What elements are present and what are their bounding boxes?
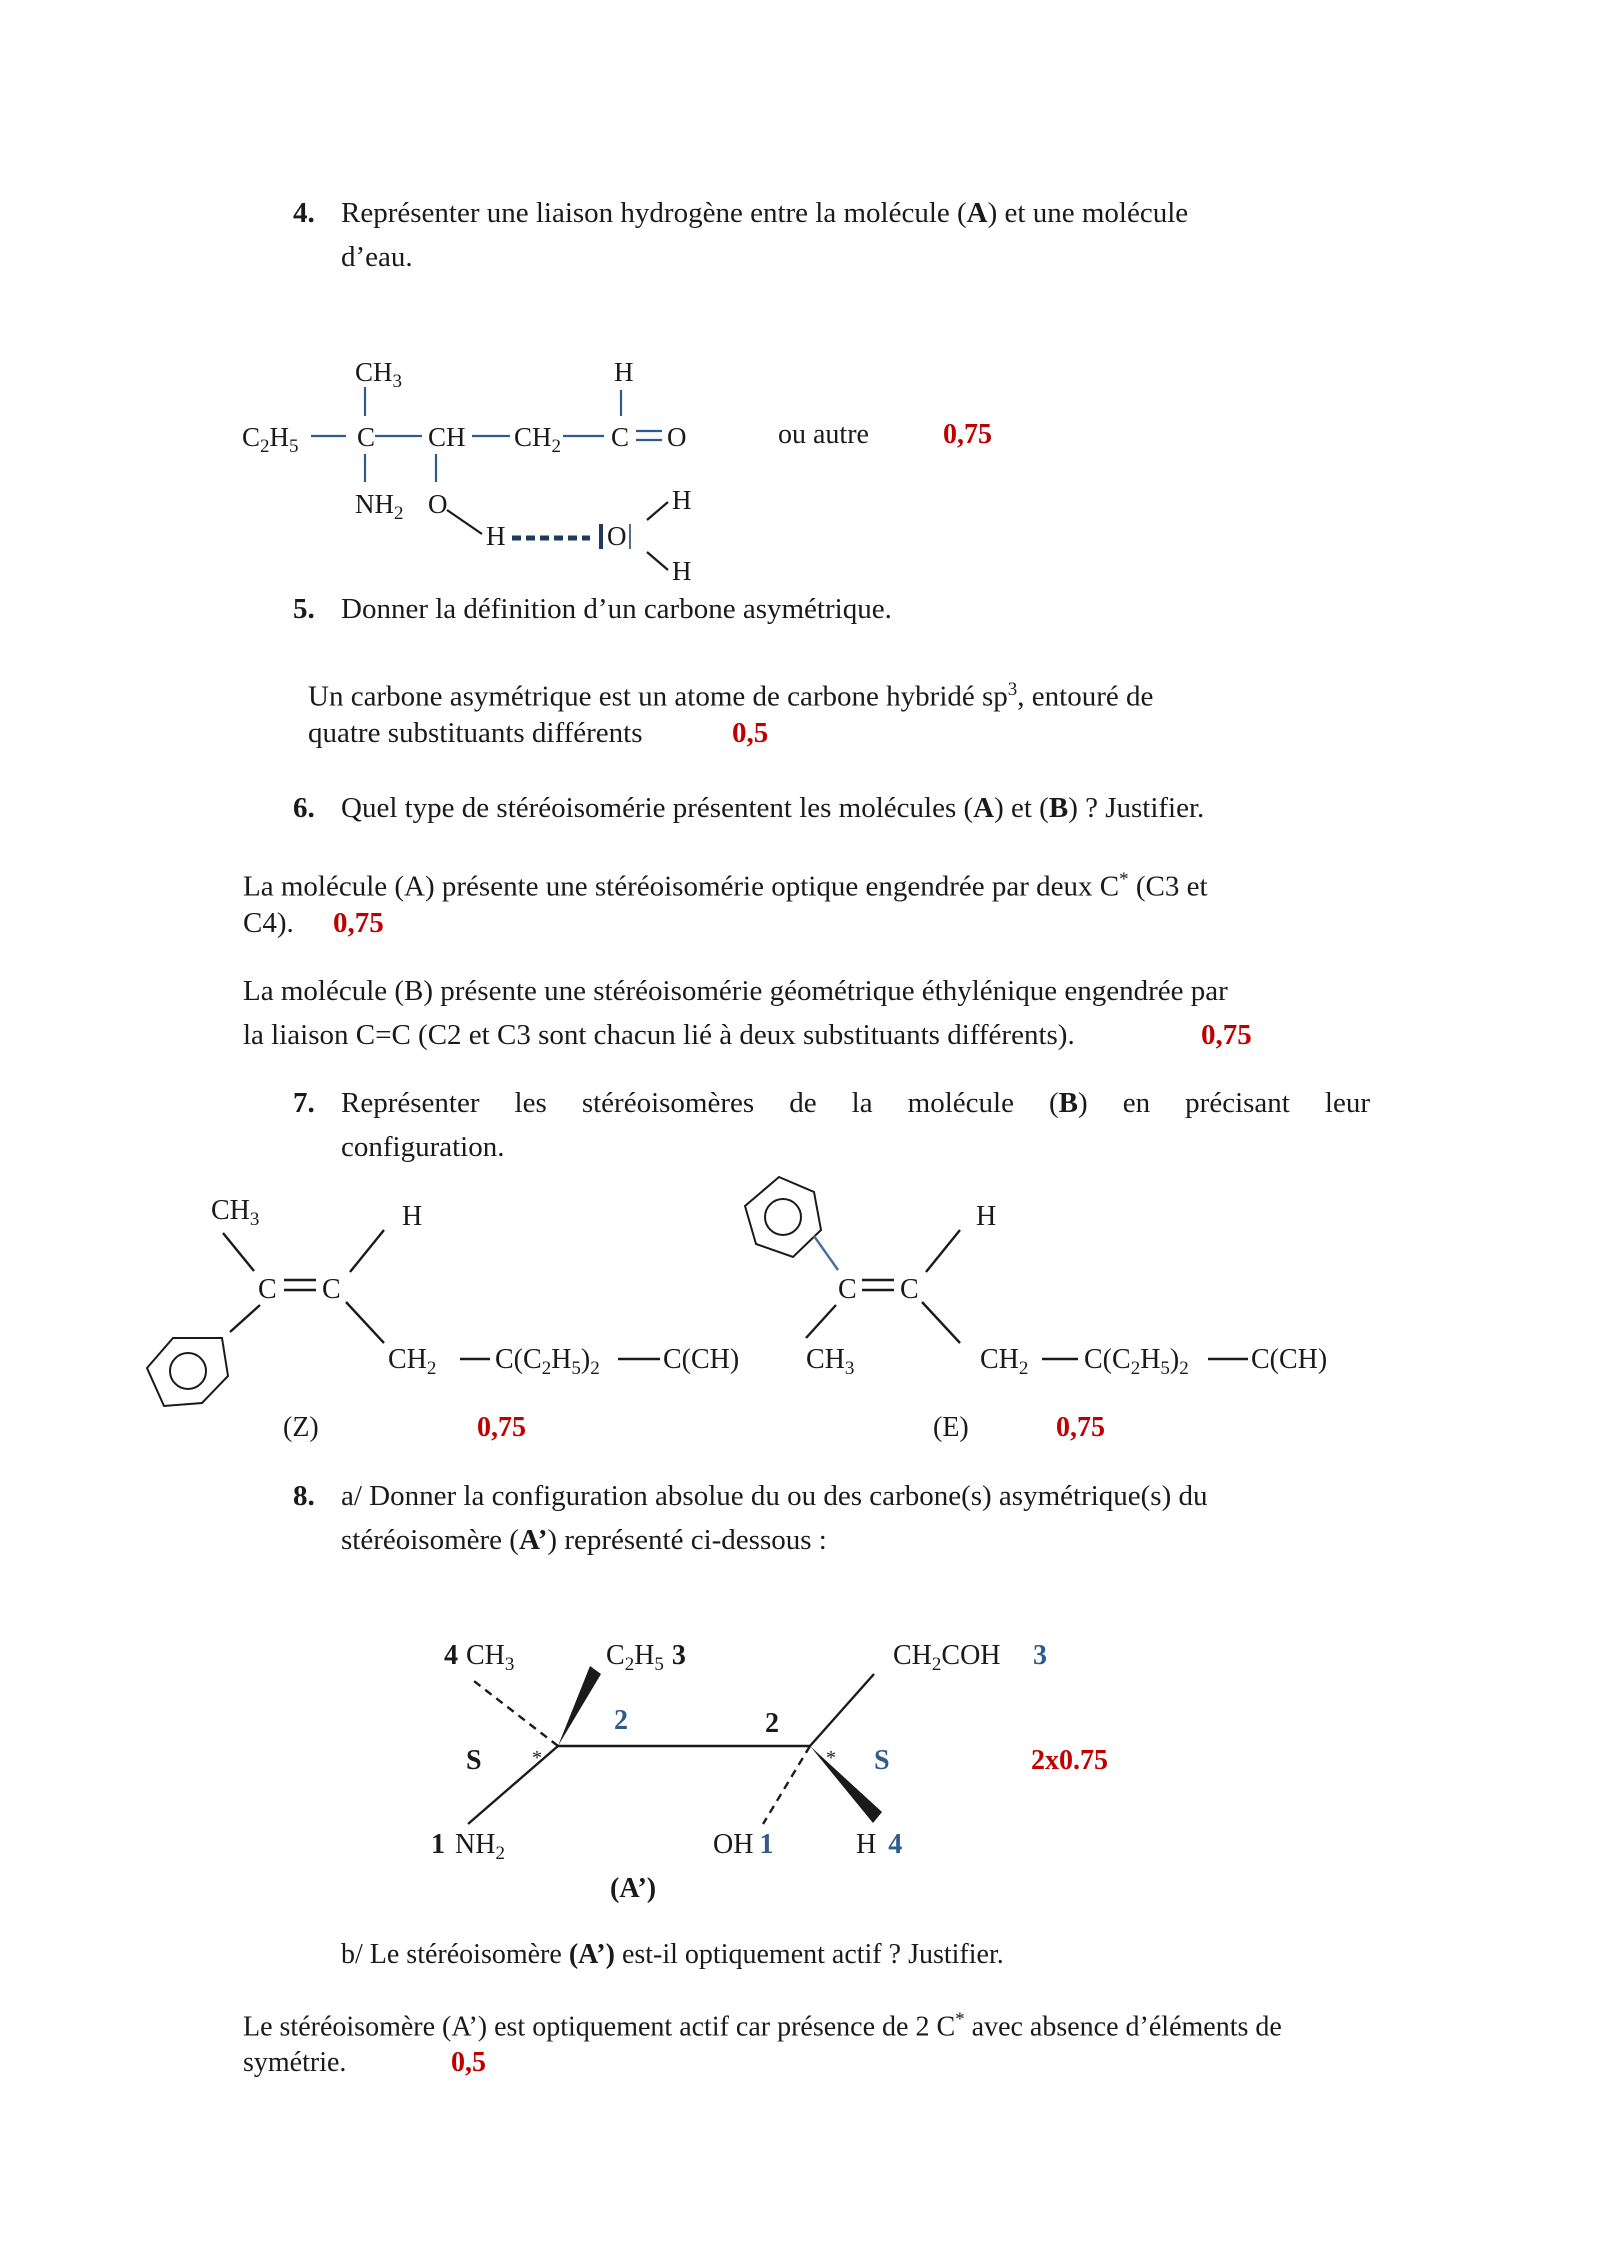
h-bond-label: H [486,521,506,551]
e-c-right-label: C [900,1274,919,1305]
h-water-2-label: H [672,556,692,586]
ch3-label: $CH_3$ [355,357,403,392]
score-q6-a: 0,75 [333,907,384,939]
a-prime-priority-3-right: 3 [1033,1640,1047,1671]
question-text: Représenter une liaison hydrogène entre la molécule (A) et une molécule [341,197,1189,229]
o-water-label: O [607,521,627,551]
e-h-label: H [976,1201,997,1232]
z-ch3-label: $CH_3$ [211,1195,260,1230]
score-q8b: 0,5 [451,2047,486,2078]
e-end-label: C(CH) [1251,1344,1328,1375]
question-text-cont: configuration. [341,1131,505,1163]
a-prime-nh2-label: 1 $NH_2$ [431,1829,505,1864]
z-c-right-label: C [322,1274,341,1305]
answer-1-text-cont: C4). [243,907,294,939]
answer-text-cont: quatre substituants différents [308,717,643,749]
e-config-label: (E) [933,1412,969,1443]
answer-1-text: La molécule (A) présente une stéréoisomérie optique engendrée par deux C* (C3 et [243,869,1208,903]
question-number: 6. [293,792,315,824]
a-prime-ch3-label: 4 $CH_3$ [444,1640,515,1675]
nh2-label: $NH_2$ [355,489,404,524]
e-ch2-label: $CH_2$ [980,1344,1029,1379]
wedge-bond-c2h5 [558,1666,601,1746]
z-chain-label: $C(C_2H_5)_2$ [495,1344,600,1379]
e-ch3-label: $CH_3$ [806,1344,855,1379]
a-prime-star-right: * [826,1747,836,1769]
e-chain-label: $C(C_2H_5)_2$ [1084,1344,1189,1379]
score-q8a: 2x0.75 [1031,1745,1108,1776]
a-prime-name-label: (A’) [610,1873,657,1904]
question-number: 7. [293,1087,315,1119]
or-other-text: ou autre [778,419,869,450]
question-text: Quel type de stéréoisomérie présentent les molécules (A) et (B) ? Justifier. [341,792,1205,824]
z-h-label: H [402,1201,423,1232]
a-prime-config-s-left: S [466,1745,482,1776]
score-q6-b: 0,75 [1201,1019,1252,1051]
question-text-cont: d’eau. [341,241,413,273]
score-e: 0,75 [1056,1412,1105,1443]
c-aldehyde-label: C [611,422,630,452]
answer-2-text-cont: la liaison C=C (C2 et C3 sont chacun lié à deux substituants différents). [243,1019,1075,1051]
a-prime-config-s-right: S [874,1745,890,1776]
score-z: 0,75 [477,1412,526,1443]
a-prime-priority-2-left: 2 [614,1705,628,1736]
answer-text-cont: symétrie. [243,2047,347,2078]
a-prime-h-label: H 4 [856,1829,903,1860]
score-q5: 0,5 [732,717,769,749]
a-prime-ch2coh-label: $CH_2COH$ [893,1640,1001,1675]
answer-text: Un carbone asymétrique est un atome de carbone hybridé $sp^3$, entouré de [308,679,1154,713]
question-text: Représenter les stéréoisomères de la molécule (B) en précisant leur [341,1087,1370,1119]
e-c-left-label: C [838,1274,857,1305]
h-top-label: H [614,357,634,387]
ch-label: CH [428,422,466,452]
c1-label: C [357,422,376,452]
question-b-text: b/ Le stéréoisomère (A’) est-il optiquement actif ? Justifier. [341,1939,1004,1970]
z-config-label: (Z) [283,1412,319,1443]
question-number: 5. [293,593,315,625]
question-number: 4. [293,197,315,229]
c2h5-label: $C_2H_5$ [242,422,299,457]
question-a-text: a/ Donner la configuration absolue du ou des carbone(s) asymétrique(s) du [341,1480,1208,1512]
z-end-label: C(CH) [663,1344,740,1375]
answer-text: Le stéréoisomère (A’) est optiquement actif car présence de 2 C* avec absence d’éléments de [243,2009,1282,2043]
z-c-left-label: C [258,1274,277,1305]
question-number: 8. [293,1480,315,1512]
z-ch2-label: $CH_2$ [388,1344,437,1379]
question-a-text-cont: stéréoisomère (A’) représenté ci-dessous : [341,1524,827,1556]
wedge-bond-h [810,1746,882,1823]
question-text: Donner la définition d’un carbone asymétrique. [341,593,892,625]
a-prime-priority-2-right: 2 [765,1708,779,1739]
score-q4: 0,75 [943,419,992,450]
a-prime-star-left: * [532,1747,542,1769]
a-prime-oh-label: OH 1 [713,1829,774,1860]
a-prime-c2h5-label: $C_2H_5$ 3 [606,1640,686,1675]
h-water-1-label: H [672,485,692,515]
ch2-label: $CH_2$ [514,422,562,457]
answer-2-text: La molécule (B) présente une stéréoisomérie géométrique éthylénique engendrée par [243,975,1228,1007]
o-hydroxyl-label: O [428,489,448,519]
o-aldehyde-label: O [667,422,687,452]
